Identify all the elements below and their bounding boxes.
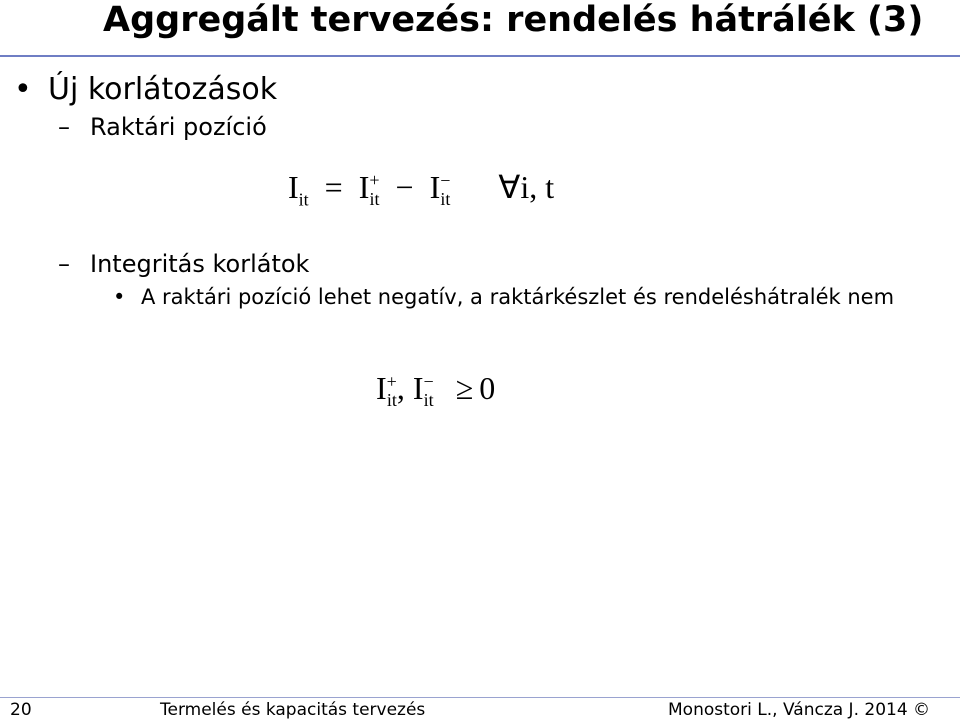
dash-marker: – [58,250,70,278]
footer-authors: Monostori L., Váncza J. 2014 © [668,700,931,720]
formula-subscript: it [386,390,397,411]
formula-symbol: I [358,169,370,205]
bullet-marker: • [113,285,126,309]
formula-superscript: − [423,371,434,392]
formula-inventory-position [288,168,554,210]
formula-superscript: − [440,170,451,191]
bullet-new-constraints [14,72,277,107]
sub-item-position [58,113,267,141]
formula-subscript: it [298,189,309,210]
formula-superscript: + [369,170,380,191]
sub-item-text: Raktári pozíció [90,113,267,141]
formula-symbol: I [376,370,387,406]
integrity-detail-item [113,282,923,312]
dash-marker: – [58,113,70,141]
formula-nonnegativity [376,370,495,411]
formula-subscript: it [440,189,451,210]
formula-equals: = [324,169,343,205]
sub-item-text: Integritás korlátok [90,250,310,278]
formula-symbol: I [412,370,424,406]
sub-item-integrity [58,250,309,278]
footer-rule [0,697,960,698]
title-underline [0,55,960,57]
formula-subscript: it [423,390,434,411]
formula-superscript: + [386,371,397,392]
formula-subscript: it [369,189,380,210]
formula-rhs: 0 [479,370,496,406]
formula-symbol: I [429,169,441,205]
formula-symbol: I [288,169,299,205]
integrity-detail-text: A raktári pozíció lehet negatív, a raktárkészlet és rendeléshátralék nem [141,285,895,309]
formula-quantifier: ∀i, t [498,169,555,205]
footer-course: Termelés és kapacitás tervezés [160,700,426,720]
formula-minus: − [395,169,414,205]
page-number: 20 [10,700,32,720]
bullet-text: Új korlátozások [48,72,278,107]
formula-relation: ≥ [455,370,474,406]
bullet-marker: • [14,72,32,107]
slide-title: Aggregált tervezés: rendelés hátrálék (3) [103,0,924,40]
formula-comma: , [396,370,405,406]
